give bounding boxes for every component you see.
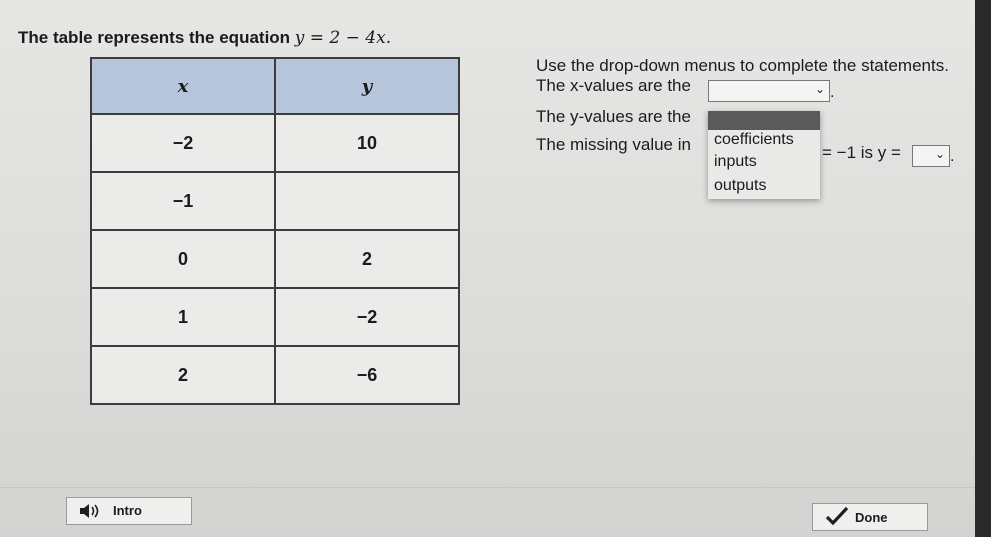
table-row xyxy=(91,288,459,346)
cell-x: 1 xyxy=(91,288,275,346)
table-row xyxy=(91,172,459,230)
dropdown-3[interactable] xyxy=(912,145,950,167)
intro-button[interactable] xyxy=(66,497,192,525)
chevron-down-icon: ⌄ xyxy=(934,147,945,161)
done-button[interactable] xyxy=(812,503,928,531)
cell-y: −6 xyxy=(275,346,459,404)
divider xyxy=(0,487,975,488)
table-row xyxy=(91,114,459,172)
statement-3: The missing value in xyxy=(536,135,691,154)
speaker-icon xyxy=(79,502,101,520)
cell-x: 2 xyxy=(91,346,275,404)
period-3: . xyxy=(950,148,955,165)
done-label: Done xyxy=(855,510,888,525)
period-1: . xyxy=(830,84,835,101)
table-row xyxy=(91,346,459,404)
dropdown-1[interactable] xyxy=(708,80,830,102)
instructions: Use the drop-down menus to complete the statements. xyxy=(536,56,949,75)
intro-label: Intro xyxy=(113,503,142,518)
cell-y-missing xyxy=(275,172,459,230)
screen-bezel xyxy=(975,0,991,537)
cell-y: 2 xyxy=(275,230,459,288)
statement-3-tail: = −1 is y = xyxy=(822,143,901,162)
statement-1: The x-values are the xyxy=(536,76,691,95)
cell-x: −1 xyxy=(91,172,275,230)
chevron-down-icon: ⌄ xyxy=(814,82,825,96)
question-title xyxy=(18,28,391,48)
option-coefficients[interactable]: coefficients xyxy=(714,131,794,148)
cell-x: 0 xyxy=(91,230,275,288)
dropdown-2-menu[interactable] xyxy=(708,111,820,199)
table-row xyxy=(91,230,459,288)
checkmark-icon xyxy=(825,506,849,526)
col-header-y: y xyxy=(275,58,459,114)
cell-x: −2 xyxy=(91,114,275,172)
dropdown-2-selected[interactable] xyxy=(708,111,820,130)
statement-2: The y-values are the xyxy=(536,107,691,126)
col-header-x: x xyxy=(91,58,275,114)
cell-y: −2 xyxy=(275,288,459,346)
option-outputs[interactable]: outputs xyxy=(714,177,767,194)
values-table xyxy=(90,57,460,405)
title-text: The table represents the equation xyxy=(18,28,295,47)
option-inputs[interactable]: inputs xyxy=(714,153,757,170)
cell-y: 10 xyxy=(275,114,459,172)
equation: y = 2 − 4x. xyxy=(294,28,392,48)
